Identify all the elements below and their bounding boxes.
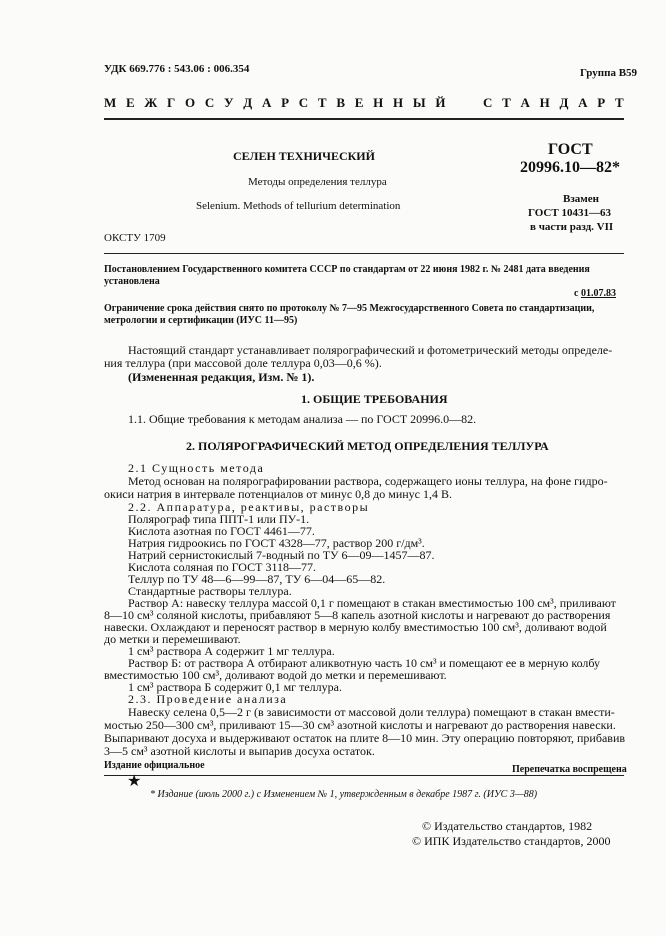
- para: 2.2. Аппаратура, реактивы, растворы: [128, 500, 370, 514]
- para: мостью 250—300 см³, приливают 15—30 см³ азотной кислоты и нагревают до растворения навески.: [104, 718, 616, 732]
- section2-heading: 2. ПОЛЯРОГРАФИЧЕСКИЙ МЕТОД ОПРЕДЕЛЕНИЯ ТЕЛЛУРА: [186, 439, 549, 453]
- banner-letter: Н: [393, 95, 404, 110]
- banner-letter: А: [578, 95, 588, 110]
- udk-code: УДК 669.776 : 543.06 : 006.354: [104, 63, 250, 75]
- para: 8—10 см³ соляной кислоты, прибавляют 5—8 капель азотной кислоты и нагревают до растворения: [104, 608, 611, 622]
- para: Метод основан на полярографировании раствора, содержащего ионы теллура, на фоне гидро-: [128, 474, 608, 488]
- banner-letter: О: [185, 95, 196, 110]
- banner-letter: М: [104, 95, 117, 110]
- para: 1 см³ раствора А содержит 1 мг теллура.: [128, 644, 335, 658]
- copyright-2000: © ИПК Издательство стандартов, 2000: [412, 834, 611, 848]
- para: Раствор Б: от раствора А отбирают аликвотную часть 10 см³ и помещают ее в мерную колбу: [128, 656, 601, 670]
- banner-letter: Д: [243, 95, 253, 110]
- banner-letter: Й: [435, 95, 446, 110]
- doc-subtitle: Методы определения теллура: [248, 176, 387, 188]
- intro-line: Настоящий стандарт устанавливает полярографический и фотометрический методы определе-: [128, 343, 613, 357]
- para: Навеску селена 0,5—2 г (в зависимости от массовой доли теллура) помещают в стакан вмести-: [128, 705, 615, 719]
- para: 2.3. Проведение анализа: [128, 692, 288, 706]
- para: Кислота азотная по ГОСТ 4461—77.: [128, 524, 315, 538]
- limitation-line: метрологии и сертификации (ИУС 11—95): [104, 315, 298, 326]
- doc-title-en: Selenium. Methods of tellurium determination: [196, 200, 401, 212]
- banner-letter: Р: [597, 95, 606, 110]
- official-edition: Издание официальное: [104, 760, 205, 771]
- para: Натрия гидроокись по ГОСТ 4328—77, раствор 200 г/дм³.: [128, 536, 425, 550]
- banner-letter: А: [261, 95, 272, 110]
- replace-label: Взамен: [563, 193, 599, 205]
- replace-part: в части разд. VII: [530, 221, 614, 233]
- effective-date: [574, 288, 616, 299]
- oksty-code: ОКСТУ 1709: [104, 232, 166, 244]
- banner-letter: Н: [539, 95, 550, 110]
- intro-edition: (Измененная редакция, Изм. № 1).: [128, 370, 315, 384]
- para: окиси натрия в интервале потенциалов от минус 0,8 до минус 1,4 В.: [104, 487, 453, 501]
- edition-note: * Издание (июль 2000 г.) с Изменением № 1, утвержденным в декабре 1987 г. (ИУС 3—88): [150, 789, 538, 800]
- group-code: Группа В59: [580, 67, 638, 79]
- date-value: 01.07.83: [580, 288, 616, 299]
- banner-letter: Ы: [412, 95, 426, 110]
- gost-label: ГОСТ: [548, 141, 593, 158]
- banner-rule: [104, 118, 624, 120]
- banner-letter: Г: [167, 95, 176, 110]
- copyright-1982: © Издательство стандартов, 1982: [422, 819, 593, 833]
- separator-rule: [104, 253, 624, 254]
- banner-letter: У: [224, 95, 234, 110]
- banner-letter: В: [336, 95, 345, 110]
- banner-letter: А: [520, 95, 530, 110]
- banner-letter: Ж: [144, 95, 158, 110]
- para: вместимостью 100 см³, доливают водой до метки и перемешивают.: [104, 668, 447, 682]
- gost-number: 20996.10—82*: [520, 159, 620, 176]
- para: 2.1 Сущность метода: [128, 461, 265, 475]
- para: Кислота соляная по ГОСТ 3118—77.: [128, 560, 317, 574]
- banner-letter: С: [298, 95, 309, 110]
- banner-letter: С: [482, 95, 493, 110]
- banner-letter: Т: [614, 95, 624, 110]
- para: до метки и перемешивают.: [104, 632, 241, 646]
- banner-letter: Т: [502, 95, 511, 110]
- para: Стандартные растворы теллура.: [128, 584, 292, 598]
- para: Полярограф типа ППТ-1 или ПУ-1.: [128, 512, 310, 526]
- section1-text: 1.1. Общие требования к методам анализа — по ГОСТ 20996.0—82.: [128, 412, 477, 426]
- banner-letter: С: [204, 95, 215, 110]
- star-icon: ★: [127, 773, 142, 790]
- para: 1 см³ раствора Б содержит 0,1 мг теллура.: [128, 680, 342, 694]
- replace-gost: ГОСТ 10431—63: [528, 207, 611, 219]
- intro-line: ния теллура (при массовой доле теллура 0,03—0,6 %).: [104, 356, 382, 370]
- banner-letter: Т: [317, 95, 327, 110]
- banner-letter: Н: [373, 95, 384, 110]
- doc-title: СЕЛЕН ТЕХНИЧЕСКИЙ: [233, 149, 375, 163]
- banner-letter: Р: [281, 95, 290, 110]
- decree-line: Постановлением Государственного комитета СССР по стандартам от 22 июня 1982 г. № 2481 дата введения: [104, 264, 590, 275]
- para: Натрий сернистокислый 7-водный по ТУ 6—09—1457—87.: [128, 548, 435, 562]
- para: навески. Охлаждают и переносят раствор в мерную колбу вместимостью 100 см³, доливают водой: [104, 620, 607, 634]
- standard-banner: [104, 95, 624, 111]
- para: Выпаривают досуха и выдерживают остаток на плите 8—10 мин. Эту операцию повторяют, прибавив: [104, 731, 626, 745]
- section1-heading: 1. ОБЩИЕ ТРЕБОВАНИЯ: [301, 392, 448, 406]
- banner-letter: Е: [354, 95, 364, 110]
- decree-line: установлена: [104, 276, 160, 287]
- date-prefix: с: [574, 288, 579, 299]
- footer-rule: [104, 775, 624, 776]
- reprint-notice: Перепечатка воспрещена: [512, 764, 627, 775]
- para: 3—5 см³ азотной кислоты и выпарив досуха остаток.: [104, 744, 375, 758]
- banner-letter: Е: [126, 95, 135, 110]
- banner-letter: Д: [559, 95, 569, 110]
- para: Раствор А: навеску теллура массой 0,1 г помещают в стакан вместимостью 100 см³, приливают: [128, 596, 616, 610]
- para: Теллур по ТУ 48—6—99—87, ТУ 6—04—65—82.: [128, 572, 386, 586]
- limitation-line: Ограничение срока действия снято по протоколу № 7—95 Межгосударственного Совета по стандартизации,: [104, 303, 595, 314]
